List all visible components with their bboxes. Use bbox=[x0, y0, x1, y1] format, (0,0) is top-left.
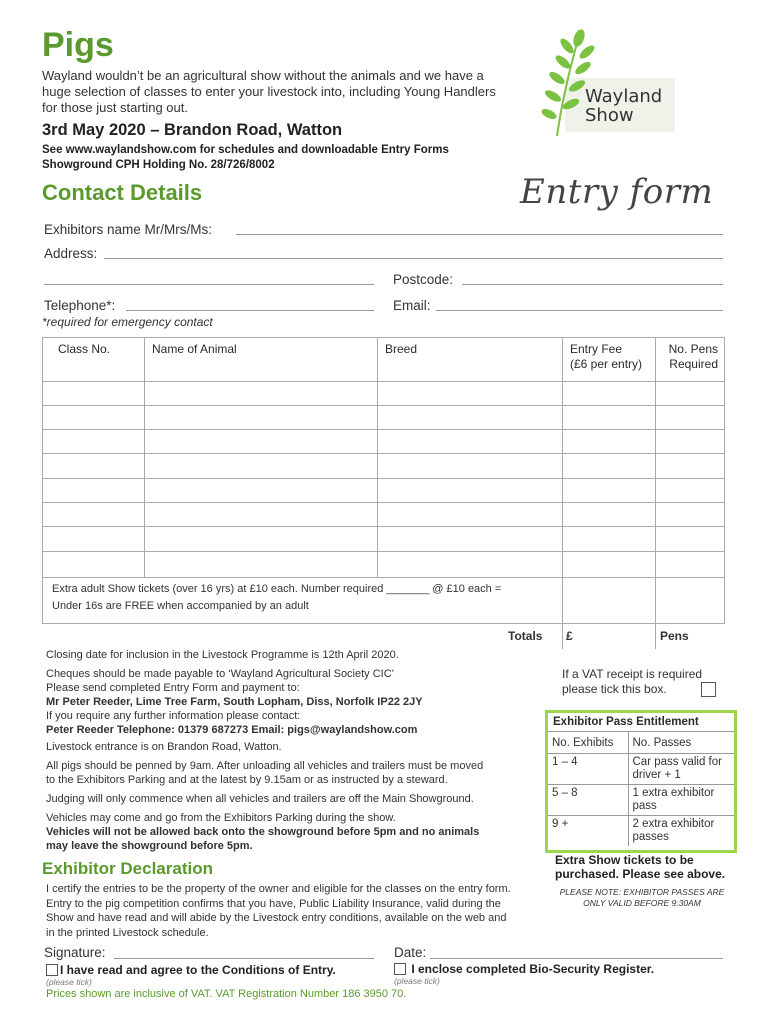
event-date: 3rd May 2020 – Brandon Road, Watton bbox=[42, 121, 343, 139]
postcode-field[interactable] bbox=[462, 284, 723, 285]
table-top-border bbox=[42, 337, 725, 338]
closing-date: Closing date for inclusion in the Livestock Programme is 12th April 2020. bbox=[46, 649, 399, 661]
penned-note bbox=[46, 759, 483, 787]
date-label: Date: bbox=[394, 945, 427, 960]
extra-tickets-note bbox=[555, 853, 725, 881]
contact-details-heading: Contact Details bbox=[42, 180, 203, 205]
table-row[interactable] bbox=[42, 405, 725, 406]
please-tick-note: (please tick) bbox=[394, 976, 440, 986]
table-border bbox=[724, 337, 725, 623]
logo-text bbox=[585, 87, 662, 125]
page-title: Pigs bbox=[42, 26, 114, 64]
totals-pens: Pens bbox=[660, 629, 689, 643]
totals-currency: £ bbox=[566, 629, 573, 643]
biosecurity-checkbox[interactable] bbox=[394, 963, 406, 975]
col-pens-line-2: Required bbox=[669, 357, 718, 371]
address-field-line-1[interactable] bbox=[104, 258, 723, 259]
penned-line-2: to the Exhibitors Parking and at the latest by 9.15am or as instructed by a steward. bbox=[46, 774, 448, 786]
vat-receipt-note bbox=[562, 667, 702, 697]
declaration-heading: Exhibitor Declaration bbox=[42, 859, 213, 878]
table-divider bbox=[655, 337, 656, 623]
send-line: Please send completed Entry Form and payment to: bbox=[46, 682, 300, 694]
penned-line-1: All pigs should be penned by 9am. After unloading all vehicles and trailers must be moved bbox=[46, 760, 484, 772]
wayland-show-logo bbox=[527, 28, 677, 138]
tickets-text: Extra adult Show tickets (over 16 yrs) at £10 each. Number required _______ @ £10 each = bbox=[52, 583, 502, 595]
biosecurity-check-label: I enclose completed Bio-Security Register. bbox=[411, 962, 655, 976]
table-row[interactable] bbox=[42, 502, 725, 503]
biosecurity-check-row[interactable] bbox=[394, 962, 654, 976]
col-fee-line-1: Entry Fee bbox=[570, 342, 623, 356]
logo-line-2: Show bbox=[585, 105, 634, 126]
declaration-line-1: I certify the entries to be the property of the owner and eligible for the classes on the entry form. bbox=[46, 883, 511, 895]
vehicles-line: Vehicles may come and go from the Exhibitors Parking during the show. bbox=[46, 812, 396, 824]
declaration-line-3: Show and have read and will abide by the Livestock entry conditions, available on the web and bbox=[46, 912, 507, 924]
table-divider bbox=[562, 337, 563, 623]
tickets-free-note: Under 16s are FREE when accompanied by an adult bbox=[52, 600, 309, 612]
telephone-field[interactable] bbox=[126, 310, 374, 311]
conditions-check-label: I have read and agree to the Conditions of Entry. bbox=[60, 963, 336, 977]
vehicles-bold-line-1: Vehicles will not be allowed back onto the showground before 5pm and no animals bbox=[46, 826, 480, 838]
vat-line-2: please tick this box. bbox=[562, 682, 667, 696]
pass-row-exhibits: 9 + bbox=[548, 816, 628, 847]
date-field[interactable] bbox=[430, 958, 723, 959]
vehicles-bold-line-2: may leave the showground before 5pm. bbox=[46, 840, 253, 852]
pass-row-passes: 1 extra exhibitor pass bbox=[628, 785, 734, 816]
table-divider bbox=[144, 337, 145, 577]
table-divider bbox=[655, 623, 656, 649]
col-fee-header bbox=[570, 342, 642, 372]
pass-row-exhibits: 5 – 8 bbox=[548, 785, 628, 816]
signature-label: Signature: bbox=[44, 945, 106, 960]
cph-line: Showground CPH Holding No. 28/726/8002 bbox=[42, 159, 275, 171]
col-pens-header bbox=[660, 342, 718, 372]
pass-validity-note bbox=[552, 887, 732, 909]
contact-info: Peter Reeder Telephone: 01379 687273 Email: pigs@waylandshow.com bbox=[46, 724, 418, 736]
col-class-header: Class No. bbox=[58, 342, 111, 356]
vat-receipt-checkbox[interactable] bbox=[701, 682, 716, 697]
entry-form-script: Entry form bbox=[520, 172, 714, 212]
pass-row-exhibits: 1 – 4 bbox=[548, 754, 628, 785]
col-pens-line-1: No. Pens bbox=[668, 342, 718, 356]
exhibitor-name-field[interactable] bbox=[236, 234, 723, 235]
declaration-line-4: in the printed Livestock schedule. bbox=[46, 926, 209, 939]
signature-field[interactable] bbox=[114, 958, 374, 959]
pass-note-line-2: ONLY VALID BEFORE 9:30AM bbox=[583, 898, 701, 908]
vehicles-note bbox=[46, 811, 479, 853]
totals-label: Totals bbox=[508, 629, 543, 643]
further-info: If you require any further information please contact: bbox=[46, 710, 301, 722]
cheques-line: Cheques should be made payable to ‘Wayland Agricultural Society CIC’ bbox=[46, 668, 395, 680]
col-breed-header: Breed bbox=[385, 342, 418, 356]
table-divider bbox=[377, 337, 378, 577]
table-divider bbox=[562, 623, 563, 649]
declaration-text bbox=[46, 882, 511, 940]
payment-info bbox=[46, 667, 536, 737]
address-label: Address: bbox=[44, 246, 98, 261]
extra-line-2: purchased. Please see above. bbox=[555, 867, 726, 881]
judging-note: Judging will only commence when all vehicles and trailers are off the Main Showground. bbox=[46, 793, 474, 805]
email-label: Email: bbox=[393, 298, 431, 313]
table-row[interactable] bbox=[42, 381, 725, 382]
extra-line-1: Extra Show tickets to be bbox=[555, 853, 694, 867]
please-tick-note: (please tick) bbox=[46, 977, 92, 987]
pass-table bbox=[548, 731, 734, 846]
website-note bbox=[42, 143, 449, 173]
conditions-check-row[interactable] bbox=[46, 963, 336, 977]
pass-col-passes: No. Passes bbox=[628, 732, 734, 754]
declaration-line-2: Entry to the pig competition confirms that you have, Public Liability Insurance, valid during the bbox=[46, 897, 501, 910]
exhibitor-pass-box bbox=[545, 710, 737, 853]
required-note: *required for emergency contact bbox=[42, 315, 213, 329]
col-name-header: Name of Animal bbox=[152, 342, 237, 356]
table-row[interactable] bbox=[42, 577, 725, 578]
table-border bbox=[42, 577, 43, 623]
send-address: Mr Peter Reeder, Lime Tree Farm, South Lopham, Diss, Norfolk IP22 2JY bbox=[46, 696, 423, 708]
table-bottom-border bbox=[42, 623, 725, 624]
entrance-note: Livestock entrance is on Brandon Road, Watton. bbox=[46, 741, 282, 753]
table-row[interactable] bbox=[42, 478, 725, 479]
pass-row-passes: 2 extra exhibitor passes bbox=[628, 816, 734, 847]
table-border bbox=[42, 337, 43, 577]
conditions-checkbox[interactable] bbox=[46, 964, 58, 976]
pass-col-exhibits: No. Exhibits bbox=[548, 732, 628, 754]
table-row[interactable] bbox=[42, 551, 725, 552]
pass-note-line-1: PLEASE NOTE: EXHIBITOR PASSES ARE bbox=[559, 887, 725, 897]
col-fee-line-2: (£6 per entry) bbox=[570, 357, 643, 371]
address-field-line-2[interactable] bbox=[44, 284, 374, 285]
vat-footer: Prices shown are inclusive of VAT. VAT Registration Number 186 3950 70. bbox=[46, 988, 407, 1000]
exhibitor-name-label: Exhibitors name Mr/Mrs/Ms: bbox=[44, 222, 213, 237]
pass-row-passes: Car pass valid for driver + 1 bbox=[628, 754, 734, 785]
telephone-label: Telephone*: bbox=[44, 298, 116, 313]
pass-heading: Exhibitor Pass Entitlement bbox=[553, 716, 699, 728]
table-row[interactable] bbox=[42, 526, 725, 527]
postcode-label: Postcode: bbox=[393, 272, 454, 287]
vat-line-1: If a VAT receipt is required bbox=[562, 667, 703, 681]
logo-line-1: Wayland bbox=[585, 86, 663, 107]
table-row[interactable] bbox=[42, 429, 725, 430]
website-line: See www.waylandshow.com for schedules and downloadable Entry Forms bbox=[42, 144, 449, 156]
email-field[interactable] bbox=[436, 310, 723, 311]
intro-text: Wayland wouldn’t be an agricultural show without the animals and we have a huge selection of classes to enter your livestock into, including Young Handlers for those just starting out. bbox=[42, 68, 496, 115]
table-row[interactable] bbox=[42, 453, 725, 454]
